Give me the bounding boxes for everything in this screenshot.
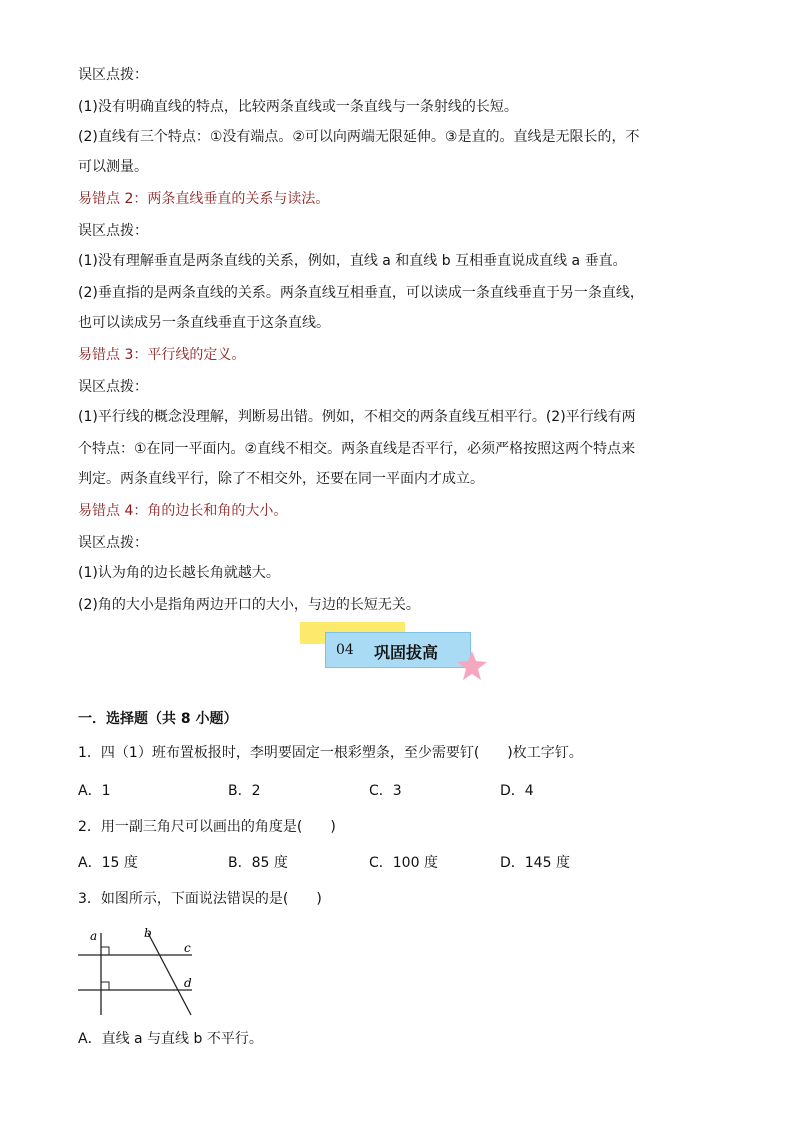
q1-option-b: B．2 — [228, 783, 261, 799]
question-1-stem: 1．四（1）班布置板报时，李明要固定一根彩塑条，至少需要钉( )枚工字钉。 — [78, 745, 583, 761]
paragraph-line: (1)认为角的边长越长角就越大。 — [78, 565, 280, 581]
question-2-stem: 2．用一副三角尺可以画出的角度是( ) — [78, 819, 336, 835]
question-3-stem: 3．如图所示，下面说法错误的是( ) — [78, 891, 322, 907]
right-angle-mark-1 — [101, 947, 109, 955]
error-point-heading: 易错点 4：角的边长和角的大小。 — [78, 503, 288, 519]
banner-box — [325, 632, 471, 668]
paragraph-line: 误区点拨： — [78, 535, 148, 551]
label-a: a — [90, 929, 98, 943]
label-c: c — [184, 941, 191, 955]
paragraph-line: 个特点：①在同一平面内。②直线不相交。两条直线是否平行，必须严格按照这两个特点来 — [78, 441, 636, 457]
paragraph-line: 误区点拨： — [78, 379, 148, 395]
q1-option-c: C．3 — [369, 783, 402, 799]
q1-option-a: A．1 — [78, 783, 111, 799]
paragraph-line: (2)垂直指的是两条直线的关系。两条直线互相垂直，可以读成一条直线垂直于另一条直线， — [78, 285, 644, 301]
error-point-heading: 易错点 3：平行线的定义。 — [78, 347, 246, 363]
paragraph-line: 误区点拨： — [78, 67, 148, 83]
section-banner — [300, 622, 500, 682]
paragraph-line: (1)平行线的概念没理解，判断易出错。例如，不相交的两条直线互相平行。(2)平行线有两 — [78, 409, 636, 425]
star-icon — [455, 650, 489, 682]
q3-option-a: A．直线 a 与直线 b 不平行。 — [78, 1031, 263, 1047]
label-b: b — [144, 926, 152, 940]
q2-option-c: C．100 度 — [369, 855, 438, 871]
paragraph-line: (2)直线有三个特点：①没有端点。②可以向两端无限延伸。③是直的。直线是无限长的，不 — [78, 129, 640, 145]
banner-number: 04 — [336, 642, 354, 658]
q1-option-d: D．4 — [500, 783, 534, 799]
paragraph-line: 判定。两条直线平行，除了不相交外，还要在同一平面内才成立。 — [78, 471, 484, 487]
error-point-heading: 易错点 2：两条直线垂直的关系与读法。 — [78, 191, 330, 207]
paragraph-line: 可以测量。 — [78, 159, 148, 175]
paragraph-line: (1)没有明确直线的特点，比较两条直线或一条直线与一条射线的长短。 — [78, 99, 518, 115]
banner-title: 巩固拔高 — [374, 643, 439, 662]
q2-option-a: A．15 度 — [78, 855, 138, 871]
paragraph-line: 误区点拨： — [78, 223, 148, 239]
q2-option-d: D．145 度 — [500, 855, 570, 871]
right-angle-mark-2 — [101, 982, 109, 990]
lines-figure — [76, 925, 196, 1020]
label-d: d — [184, 976, 192, 990]
section-heading: 一．选择题（共 8 小题） — [78, 711, 238, 727]
paragraph-line: (2)角的大小是指角两边开口的大小，与边的长短无关。 — [78, 597, 420, 613]
paragraph-line: (1)没有理解垂直是两条直线的关系，例如，直线 a 和直线 b 互相垂直说成直线 a 垂直。 — [78, 253, 627, 269]
q2-option-b: B．85 度 — [228, 855, 288, 871]
paragraph-line: 也可以读成另一条直线垂直于这条直线。 — [78, 315, 330, 331]
